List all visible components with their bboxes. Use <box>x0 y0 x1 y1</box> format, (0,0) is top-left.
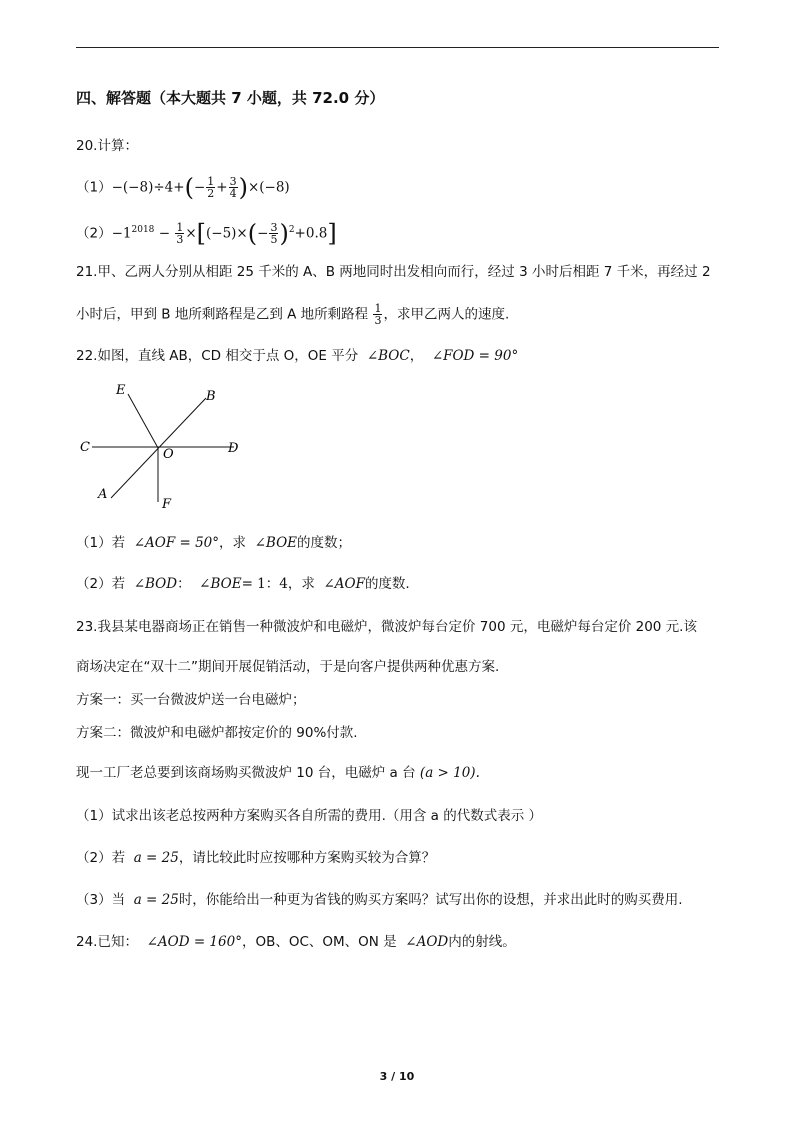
q20-p1-expr-a: −(−8)÷4+ <box>111 179 185 196</box>
q22-angle2: ∠FOD = 90° <box>431 348 519 364</box>
q23-line2: 商场决定在“双十二”期间开展促销活动，于是向客户提供两种优惠方案. <box>76 659 500 675</box>
q23-line1: 23.我县某电器商场正在销售一种微波炉和电磁炉，微波炉每台定价 700 元，电磁炉每台定价 200 元.该 <box>76 619 697 635</box>
q22-part1: （1）若 ∠AOF = 50°，求 ∠BOE的度数； <box>76 535 352 551</box>
q20-title: 20.计算： <box>76 138 138 154</box>
q22-line1-a: 22.如图，直线 AB，CD 相交于点 O，OE 平分 <box>76 348 359 364</box>
right-paren: ) <box>279 219 289 248</box>
q20-p2-tail: +0.8 <box>294 225 328 242</box>
fraction: $\frac{3}{5}$ <box>270 221 278 246</box>
section-title: 四、解答题（本大题共 7 小题，共 72.0 分） <box>76 89 385 107</box>
label-b: B <box>206 389 216 404</box>
q20-part2: $(2)-1^{2018}$ − $\frac{1}{3}$ ×[(−5)×(− $\frac{3}{5}$ )$^2$+0.8] <box>76 219 337 248</box>
label-e: E <box>116 383 126 398</box>
page-number: 3 / 10 <box>379 1070 415 1083</box>
q22-part2: （2）若 ∠BOD： ∠BOE= 1：4，求 ∠AOF的度数. <box>76 576 410 592</box>
q23-part1: （1）试求出该老总按两种方案购买各自所需的费用.（用含 a 的代数式表示 ） <box>76 808 543 824</box>
q23-part3: （3）当 a = 25时，你能给出一种更为省钱的购买方案吗？试写出你的设想，并求出此时的购买费用. <box>76 892 683 908</box>
left-bracket: [ <box>196 219 206 248</box>
left-paren: ( <box>184 173 194 202</box>
q21-line1: 21.甲、乙两人分别从相距 25 千米的 A、B 两地同时出发相向而行，经过 3 小时后相距 7 千米，再经过 2 <box>76 264 711 280</box>
fraction: $\frac{1}{3}$ <box>176 221 184 246</box>
label-a: A <box>98 487 108 502</box>
fraction: $\frac{3}{4}$ <box>229 175 237 200</box>
q22-line1: 22.如图，直线 AB，CD 相交于点 O，OE 平分 ∠BOC， ∠FOD = 90° <box>76 348 519 364</box>
header-rule <box>76 47 719 48</box>
fraction: $\frac{1}{3}$ <box>374 302 382 327</box>
q20-p2-label: （2） <box>76 225 112 242</box>
q21-line2 <box>76 303 509 326</box>
label-f: F <box>162 497 172 512</box>
q20-p2-base: −1 <box>111 225 132 242</box>
ray-oe <box>128 394 158 448</box>
right-paren: ) <box>238 173 248 202</box>
fraction: $\frac{1}{2}$ <box>207 175 215 200</box>
q22-p1-math2: ∠BOE <box>254 535 298 551</box>
q20-part1: （1）−(−8)÷4+(− $\frac{1}{2}$ + $\frac{3}{4}$ )×(−8) <box>76 173 290 202</box>
angle-figure <box>76 378 256 522</box>
left-paren: ( <box>247 219 258 248</box>
label-d: D <box>228 441 239 456</box>
lines-diagram <box>76 378 256 518</box>
label-c: C <box>80 440 90 455</box>
q23-line5: 现一工厂老总要到该商场购买微波炉 10 台，电磁炉 a 台 (a > 10). <box>76 765 480 781</box>
q24-line: 24.已知： ∠AOD = 160°，OB、OC、OM、ON 是 ∠AOD内的射线。 <box>76 934 516 950</box>
q21-line2-b: ，求甲乙两人的速度. <box>383 306 510 323</box>
q23-line3: 方案一：买一台微波炉送一台电磁炉； <box>76 692 306 708</box>
q21-line2-a: 小时后，甲到 B 地所剩路程是乙到 A 地所剩路程 <box>76 306 369 323</box>
label-o: O <box>163 447 174 462</box>
q20-p2-exponent2: 2 <box>288 225 295 235</box>
q20-p1-expr-b: ×(−8) <box>247 179 290 196</box>
q23-line4: 方案二：微波炉和电磁炉都按定价的 90%付款. <box>76 725 358 741</box>
q23-part2: （2）若 a = 25，请比较此时应按哪种方案购买较为合算？ <box>76 850 436 866</box>
right-bracket: ] <box>327 219 337 248</box>
q22-angle1: ∠BOC <box>366 348 410 364</box>
q20-p2-exponent: 2018 <box>131 225 155 235</box>
q20-p1-label: （1） <box>76 179 112 196</box>
q22-p1-math1: ∠AOF = 50° <box>133 535 220 551</box>
